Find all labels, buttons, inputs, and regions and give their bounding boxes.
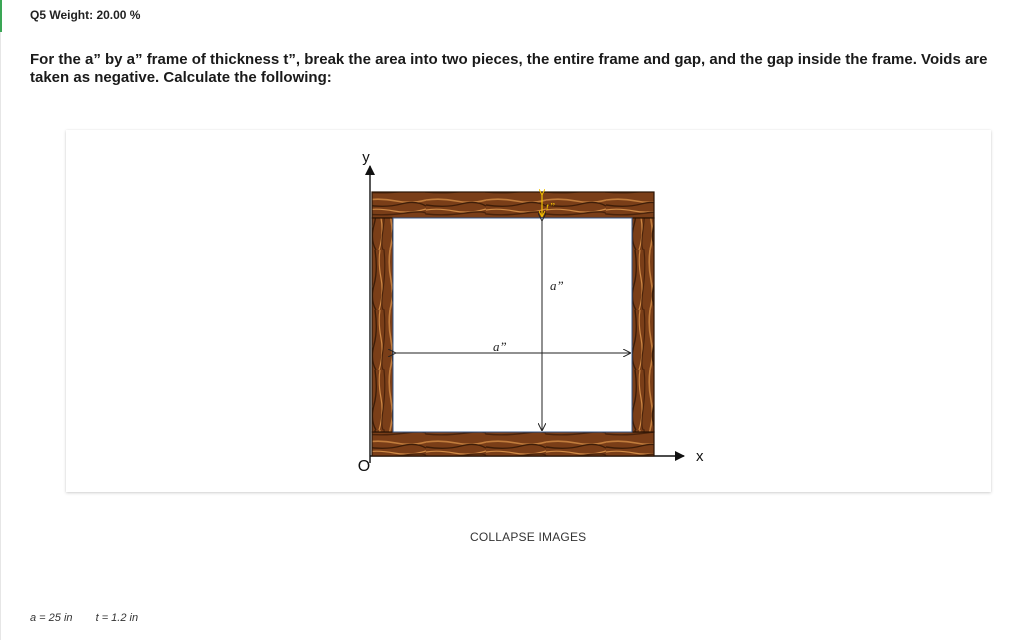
question-weight-header: Q5 Weight: 20.00 %	[30, 8, 141, 22]
frame-right-member	[632, 218, 654, 432]
variable-t: t = 1.2 in	[95, 612, 139, 624]
horizontal-dimension-label: a”	[493, 339, 507, 354]
frame-inner-gap	[393, 218, 632, 432]
left-accent-bar	[0, 0, 2, 32]
x-axis-label: x	[696, 448, 704, 465]
question-prompt: For the a” by a” frame of thickness t”, break the area into two pieces, the entire frame and gap, and the gap inside the frame. Voids are taken as negative. Calculate the following:	[30, 51, 988, 86]
frame-top-member	[372, 192, 654, 218]
given-variables	[30, 612, 158, 624]
frame-left-member	[372, 218, 393, 432]
vertical-dimension-label: a”	[550, 278, 564, 293]
left-divider	[0, 32, 1, 640]
origin-label: O	[357, 458, 371, 475]
y-axis-label: y	[362, 149, 370, 166]
thickness-dimension-label: t”	[546, 201, 556, 213]
frame-diagram	[66, 130, 991, 492]
figure-panel	[66, 130, 991, 492]
frame-bottom-member	[372, 432, 654, 456]
collapse-images-link[interactable]: COLLAPSE IMAGES	[470, 530, 587, 544]
variable-a: a = 25 in	[30, 612, 73, 624]
